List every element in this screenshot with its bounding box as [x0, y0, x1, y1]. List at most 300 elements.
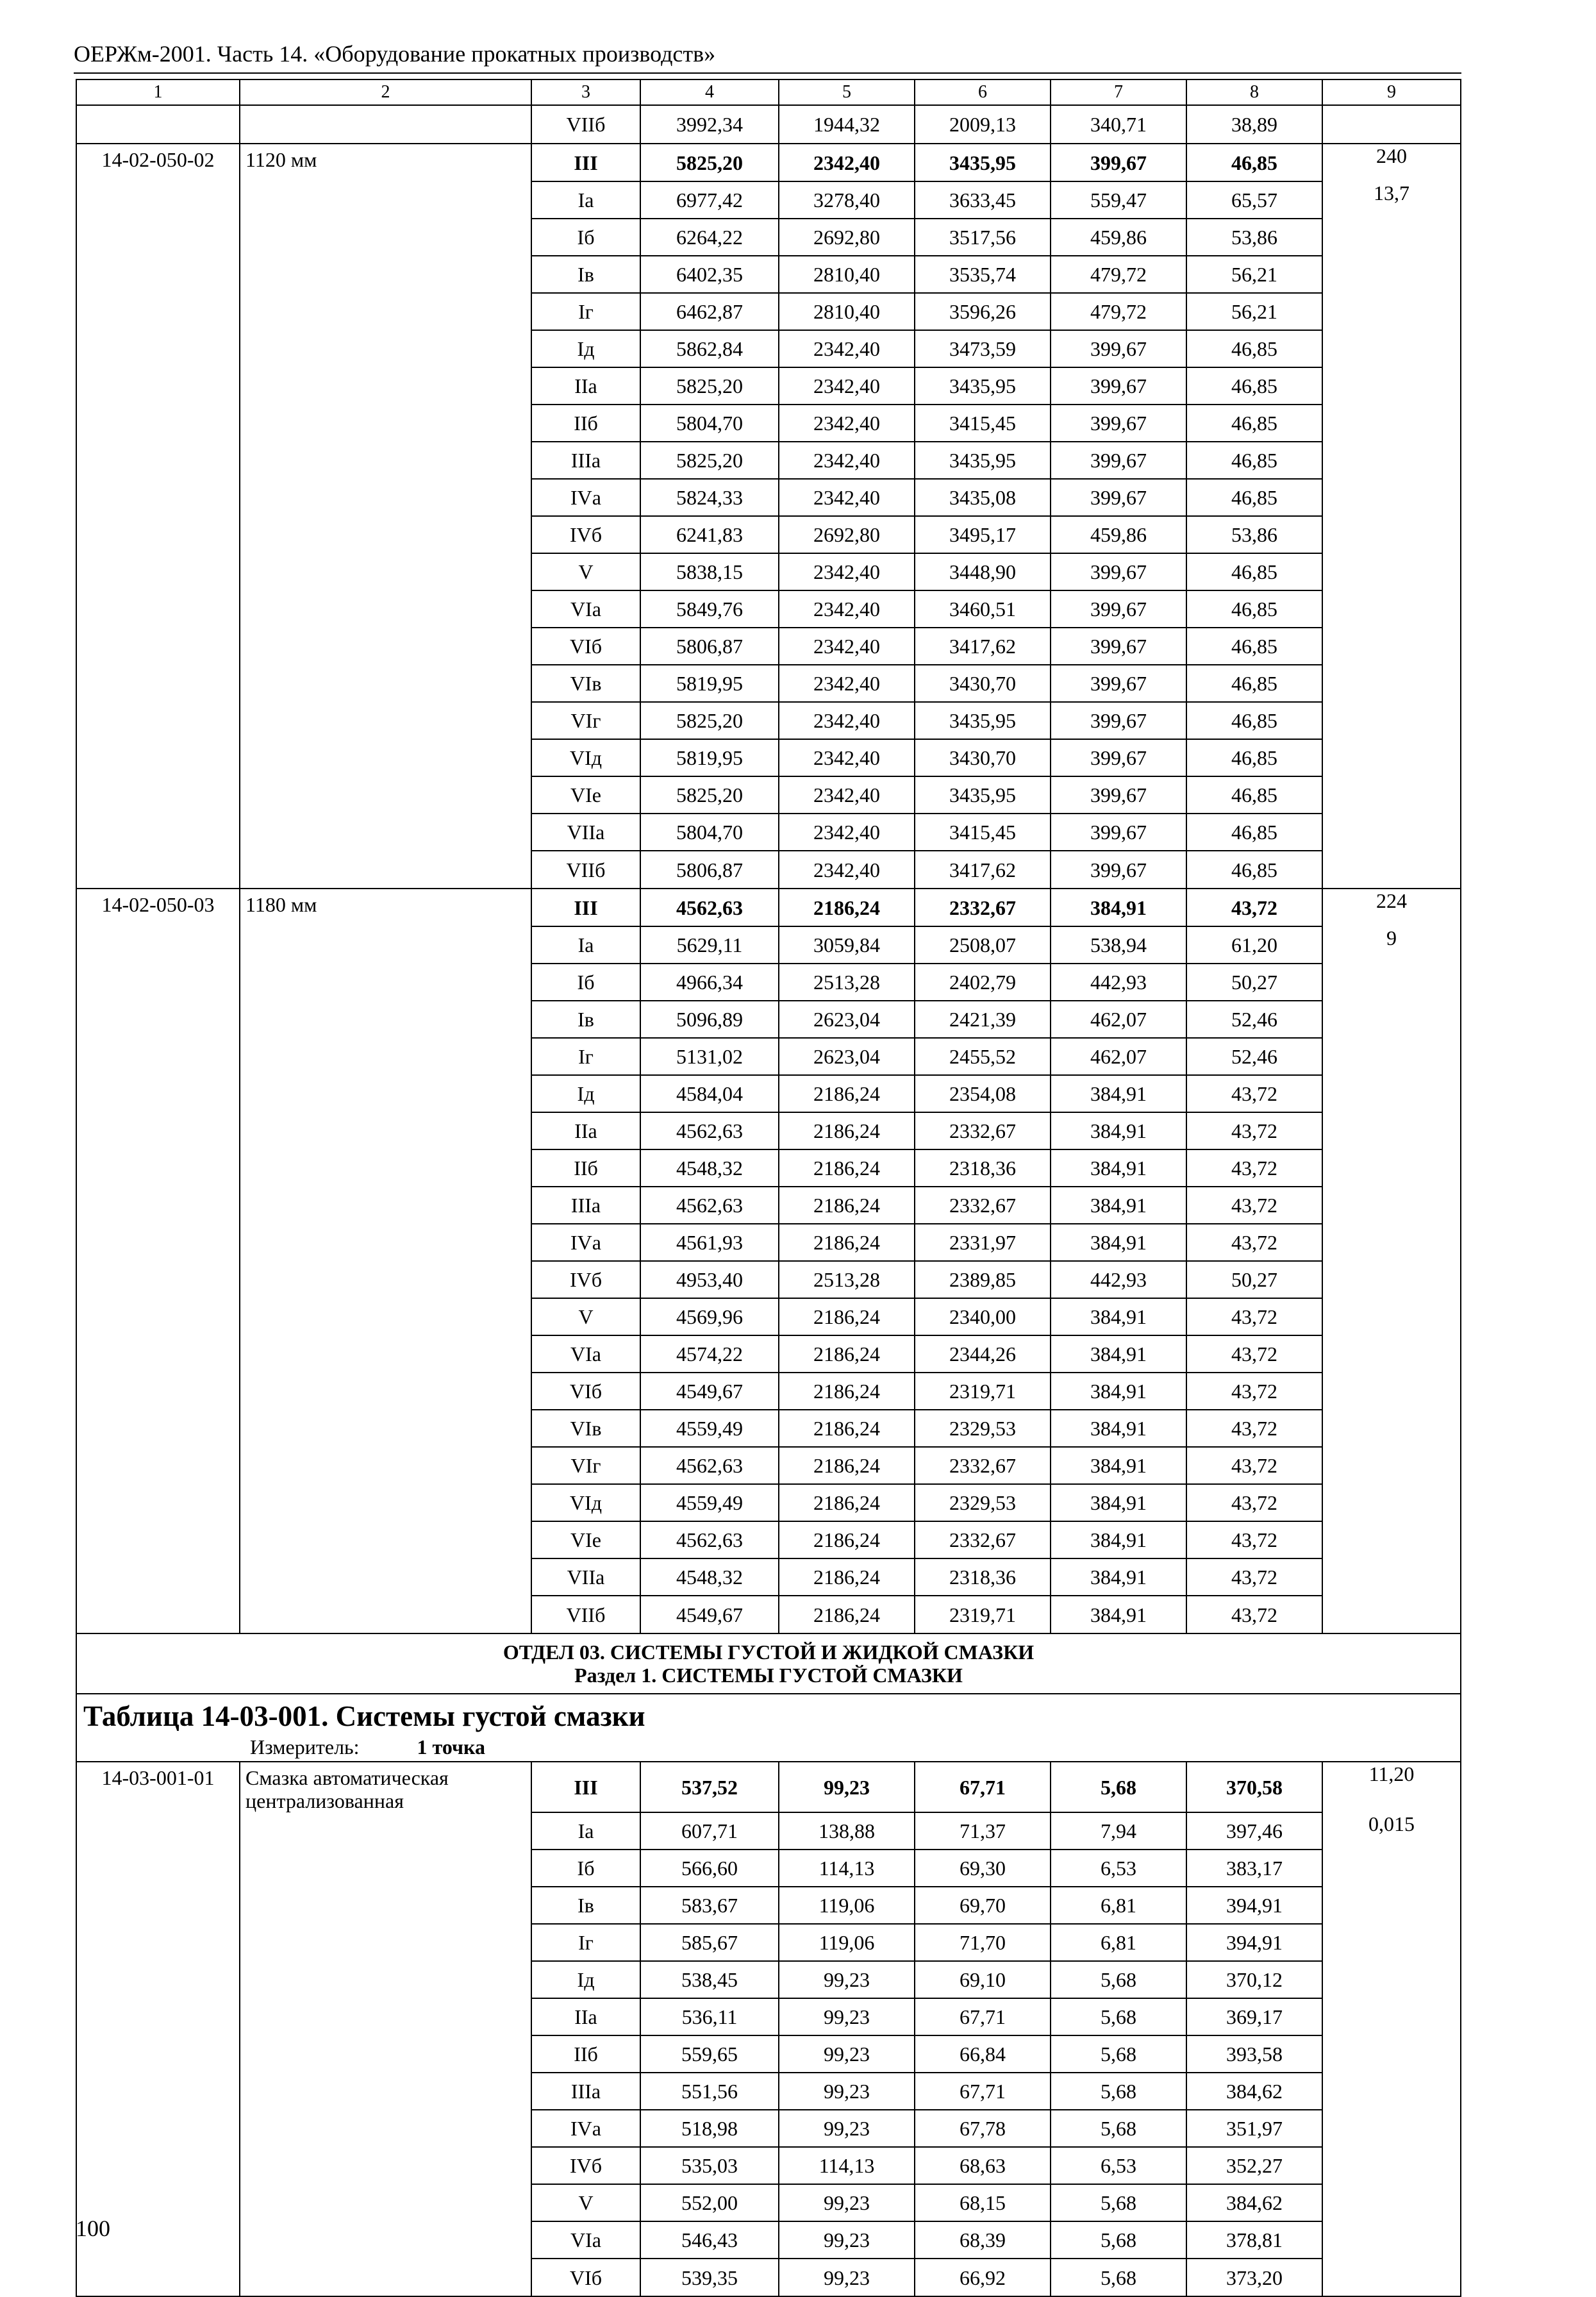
value-cell: 4562,63	[640, 1187, 779, 1224]
value-cell: 384,91	[1051, 1298, 1186, 1335]
name-cell	[240, 590, 531, 628]
group-cell: IIа	[531, 367, 640, 405]
subsection-title: Раздел 1. СИСТЕМЫ ГУСТОЙ СМАЗКИ	[574, 1664, 963, 1687]
value-cell: 2342,40	[779, 144, 915, 181]
group-cell: Iг	[531, 1924, 640, 1961]
value-cell: 384,91	[1051, 1112, 1186, 1149]
value-cell: 2186,24	[779, 1187, 915, 1224]
header-rule	[74, 72, 1461, 74]
col9-cell	[1322, 1998, 1461, 2035]
col9-cell	[1322, 776, 1461, 814]
code-cell	[76, 1410, 240, 1447]
group-cell: VIа	[531, 1335, 640, 1373]
value-cell: 399,67	[1051, 590, 1186, 628]
value-cell: 99,23	[779, 2073, 915, 2110]
value-cell: 2186,24	[779, 1075, 915, 1112]
table-row	[76, 2221, 1461, 2259]
value-cell: 3435,08	[915, 479, 1051, 516]
value-cell: 2623,04	[779, 1001, 915, 1038]
value-cell: 46,85	[1186, 590, 1322, 628]
code-cell	[76, 516, 240, 553]
table-row	[76, 1762, 1461, 1812]
col9-cell	[1322, 1298, 1461, 1335]
col9-cell: 13,7	[1322, 181, 1461, 219]
code-cell	[76, 1521, 240, 1558]
value-cell: 559,47	[1051, 181, 1186, 219]
value-cell: 518,98	[640, 2110, 779, 2147]
col9-cell	[1322, 1484, 1461, 1521]
col9-cell	[1322, 1924, 1461, 1961]
table-row	[76, 1447, 1461, 1484]
value-cell: 3435,95	[915, 442, 1051, 479]
group-cell: IVа	[531, 1224, 640, 1261]
code-cell	[76, 2035, 240, 2073]
group-cell: III	[531, 889, 640, 926]
value-cell: 2342,40	[779, 739, 915, 776]
value-cell: 3278,40	[779, 181, 915, 219]
name-cell	[240, 553, 531, 590]
group-cell: VIIб	[531, 851, 640, 889]
group-cell: IIIа	[531, 1187, 640, 1224]
value-cell: 607,71	[640, 1812, 779, 1850]
group-cell: IVб	[531, 1261, 640, 1298]
value-cell: 442,93	[1051, 964, 1186, 1001]
col9-cell: 224	[1322, 889, 1461, 926]
value-cell: 5825,20	[640, 776, 779, 814]
value-cell: 99,23	[779, 2221, 915, 2259]
value-cell: 2186,24	[779, 1149, 915, 1187]
value-cell: 43,72	[1186, 1187, 1322, 1224]
value-cell: 3415,45	[915, 814, 1051, 851]
value-cell: 2508,07	[915, 926, 1051, 964]
name-cell	[240, 665, 531, 702]
value-cell: 53,86	[1186, 219, 1322, 256]
name-cell	[240, 2221, 531, 2259]
page-header: ОЕРЖм-2001. Часть 14. «Оборудование прокатных производств»	[74, 41, 716, 67]
col9-cell	[1322, 293, 1461, 330]
value-cell: 4584,04	[640, 1075, 779, 1112]
value-cell: 66,92	[915, 2259, 1051, 2296]
table-row	[76, 1373, 1461, 1410]
value-cell: 3435,95	[915, 144, 1051, 181]
value-cell: 384,91	[1051, 1596, 1186, 1633]
col9-cell	[1322, 330, 1461, 367]
code-cell	[76, 1850, 240, 1887]
col9-cell	[1322, 1001, 1461, 1038]
name-cell	[240, 1187, 531, 1224]
group-cell: VIб	[531, 628, 640, 665]
value-cell: 2389,85	[915, 1261, 1051, 1298]
value-cell: 5819,95	[640, 665, 779, 702]
value-cell: 43,72	[1186, 889, 1322, 926]
value-cell: 2455,52	[915, 1038, 1051, 1075]
value-cell: 399,67	[1051, 405, 1186, 442]
value-cell: 2342,40	[779, 479, 915, 516]
value-cell: 2342,40	[779, 553, 915, 590]
value-cell: 583,67	[640, 1887, 779, 1924]
value-cell: 394,91	[1186, 1887, 1322, 1924]
value-cell: 5,68	[1051, 2221, 1186, 2259]
name-cell	[240, 1373, 531, 1410]
column-number: 9	[1322, 79, 1461, 105]
value-cell: 383,17	[1186, 1850, 1322, 1887]
code-cell: 14-02-050-02	[76, 144, 240, 181]
name-cell	[240, 2184, 531, 2221]
table-row	[76, 1187, 1461, 1224]
value-cell: 2344,26	[915, 1335, 1051, 1373]
code-cell	[76, 1001, 240, 1038]
name-cell	[240, 1038, 531, 1075]
value-cell: 2342,40	[779, 776, 915, 814]
code-cell	[76, 2147, 240, 2184]
table-row	[76, 1558, 1461, 1596]
value-cell: 2332,67	[915, 1187, 1051, 1224]
name-cell	[240, 1887, 531, 1924]
group-cell: VIд	[531, 1484, 640, 1521]
table-row	[76, 2035, 1461, 2073]
value-cell: 3596,26	[915, 293, 1051, 330]
name-cell	[240, 442, 531, 479]
col9-cell	[1322, 739, 1461, 776]
value-cell: 384,91	[1051, 1149, 1186, 1187]
value-cell: 2692,80	[779, 219, 915, 256]
value-cell: 399,67	[1051, 739, 1186, 776]
value-cell: 4562,63	[640, 1521, 779, 1558]
value-cell: 535,03	[640, 2147, 779, 2184]
value-cell: 5825,20	[640, 442, 779, 479]
value-cell: 3448,90	[915, 553, 1051, 590]
table-row	[76, 702, 1461, 739]
value-cell: 52,46	[1186, 1001, 1322, 1038]
value-cell: 99,23	[779, 2035, 915, 2073]
value-cell: 462,07	[1051, 1038, 1186, 1075]
value-cell: 2692,80	[779, 516, 915, 553]
value-cell: 384,91	[1051, 1521, 1186, 1558]
group-cell: VIе	[531, 776, 640, 814]
value-cell: 2319,71	[915, 1373, 1051, 1410]
column-number: 3	[531, 79, 640, 105]
col9-cell	[1322, 1447, 1461, 1484]
value-cell: 43,72	[1186, 1447, 1322, 1484]
value-cell: 2354,08	[915, 1075, 1051, 1112]
group-cell: Iв	[531, 1887, 640, 1924]
group-cell: Iа	[531, 181, 640, 219]
group-cell: VIа	[531, 2221, 640, 2259]
col9-cell	[1322, 2184, 1461, 2221]
group-cell: V	[531, 2184, 640, 2221]
value-cell: 6241,83	[640, 516, 779, 553]
col9-cell	[1322, 1961, 1461, 1998]
col9-cell	[1322, 1887, 1461, 1924]
name-cell	[240, 628, 531, 665]
value-cell: 4548,32	[640, 1149, 779, 1187]
value-cell: 5824,33	[640, 479, 779, 516]
value-cell: 5806,87	[640, 851, 779, 889]
value-cell: 384,91	[1051, 1075, 1186, 1112]
group-cell: VIб	[531, 2259, 640, 2296]
name-cell	[240, 219, 531, 256]
table-row	[76, 2147, 1461, 2184]
group-cell: Iа	[531, 926, 640, 964]
table-row	[76, 367, 1461, 405]
col9-cell: 0,015	[1322, 1812, 1461, 1850]
value-cell: 6,53	[1051, 1850, 1186, 1887]
name-cell	[240, 1812, 531, 1850]
measure-line	[83, 1734, 1454, 1760]
value-cell: 46,85	[1186, 442, 1322, 479]
value-cell: 43,72	[1186, 1521, 1322, 1558]
name-cell	[240, 1298, 531, 1335]
code-cell	[76, 2259, 240, 2296]
value-cell: 2319,71	[915, 1596, 1051, 1633]
table-row	[76, 1335, 1461, 1373]
col9-cell	[1322, 516, 1461, 553]
value-cell: 5131,02	[640, 1038, 779, 1075]
code-cell	[76, 926, 240, 964]
name-cell	[240, 2110, 531, 2147]
value-cell: 3460,51	[915, 590, 1051, 628]
code-cell	[76, 1924, 240, 1961]
value-cell: 373,20	[1186, 2259, 1322, 2296]
group-cell: V	[531, 553, 640, 590]
code-cell	[76, 2110, 240, 2147]
value-cell: 4559,49	[640, 1484, 779, 1521]
value-cell: 114,13	[779, 1850, 915, 1887]
name-cell	[240, 181, 531, 219]
value-cell: 6402,35	[640, 256, 779, 293]
name-cell	[240, 964, 531, 1001]
value-cell: 2342,40	[779, 702, 915, 739]
name-cell	[240, 1447, 531, 1484]
value-cell: 384,91	[1051, 1558, 1186, 1596]
group-cell: IIIа	[531, 442, 640, 479]
value-cell: 2342,40	[779, 814, 915, 851]
name-cell	[240, 2073, 531, 2110]
group-cell: VIг	[531, 702, 640, 739]
value-cell: 2186,24	[779, 1224, 915, 1261]
value-cell: 56,21	[1186, 293, 1322, 330]
col9-cell	[1322, 2110, 1461, 2147]
table-row	[76, 442, 1461, 479]
value-cell: 2329,53	[915, 1410, 1051, 1447]
section-heading	[76, 1633, 1461, 1694]
value-cell: 6462,87	[640, 293, 779, 330]
value-cell: 3992,34	[640, 105, 779, 144]
value-cell: 340,71	[1051, 105, 1186, 144]
name-cell	[240, 739, 531, 776]
group-cell: VIе	[531, 1521, 640, 1558]
value-cell: 399,67	[1051, 851, 1186, 889]
table-row	[76, 889, 1461, 926]
value-cell: 67,71	[915, 1762, 1051, 1812]
group-cell: IVа	[531, 479, 640, 516]
value-cell: 46,85	[1186, 367, 1322, 405]
code-cell	[76, 1812, 240, 1850]
value-cell: 119,06	[779, 1924, 915, 1961]
table-row	[76, 219, 1461, 256]
group-cell: VIв	[531, 1410, 640, 1447]
group-cell: VIIа	[531, 1558, 640, 1596]
value-cell: 551,56	[640, 2073, 779, 2110]
value-cell: 68,39	[915, 2221, 1051, 2259]
col9-cell	[1322, 2221, 1461, 2259]
value-cell: 384,91	[1051, 1447, 1186, 1484]
name-cell	[240, 1001, 531, 1038]
code-cell	[76, 1112, 240, 1149]
value-cell: 46,85	[1186, 479, 1322, 516]
table-title-row	[76, 1694, 1461, 1762]
group-cell: VIб	[531, 1373, 640, 1410]
table-row	[76, 553, 1461, 590]
value-cell: 4561,93	[640, 1224, 779, 1261]
group-cell: IIа	[531, 1998, 640, 2035]
value-cell: 43,72	[1186, 1558, 1322, 1596]
value-cell: 479,72	[1051, 293, 1186, 330]
value-cell: 46,85	[1186, 665, 1322, 702]
value-cell: 69,30	[915, 1850, 1051, 1887]
value-cell: 66,84	[915, 2035, 1051, 2073]
col9-cell	[1322, 1596, 1461, 1633]
value-cell: 43,72	[1186, 1112, 1322, 1149]
value-cell: 114,13	[779, 2147, 915, 2184]
col9-cell	[1322, 2073, 1461, 2110]
col9-cell	[1322, 590, 1461, 628]
value-cell: 4549,67	[640, 1373, 779, 1410]
value-cell: 5849,76	[640, 590, 779, 628]
value-cell: 5,68	[1051, 1998, 1186, 2035]
value-cell: 1944,32	[779, 105, 915, 144]
code-cell	[76, 1484, 240, 1521]
value-cell: 2186,24	[779, 1410, 915, 1447]
value-cell: 552,00	[640, 2184, 779, 2221]
table-row	[76, 1149, 1461, 1187]
value-cell: 4548,32	[640, 1558, 779, 1596]
group-cell: Iб	[531, 964, 640, 1001]
value-cell: 2186,24	[779, 1298, 915, 1335]
col9-cell	[1322, 2259, 1461, 2296]
name-cell	[240, 293, 531, 330]
value-cell: 4966,34	[640, 964, 779, 1001]
group-cell: VIа	[531, 590, 640, 628]
group-cell: Iд	[531, 330, 640, 367]
value-cell: 52,46	[1186, 1038, 1322, 1075]
col9-cell	[1322, 702, 1461, 739]
code-cell	[76, 702, 240, 739]
value-cell: 538,94	[1051, 926, 1186, 964]
value-cell: 2318,36	[915, 1149, 1051, 1187]
col9-cell	[1322, 2147, 1461, 2184]
table-row	[76, 628, 1461, 665]
value-cell: 3435,95	[915, 702, 1051, 739]
code-cell	[76, 851, 240, 889]
table-row	[76, 1038, 1461, 1075]
name-cell: Смазка автоматическая централизованная	[240, 1762, 531, 1812]
value-cell: 2340,00	[915, 1298, 1051, 1335]
col9-cell	[1322, 1149, 1461, 1187]
value-cell: 2810,40	[779, 256, 915, 293]
measure-value: 1 точка	[417, 1735, 485, 1758]
table-row	[76, 1850, 1461, 1887]
value-cell: 459,86	[1051, 516, 1186, 553]
name-cell	[240, 2035, 531, 2073]
code-cell	[76, 1038, 240, 1075]
value-cell: 5,68	[1051, 2110, 1186, 2147]
value-cell: 46,85	[1186, 851, 1322, 889]
value-cell: 546,43	[640, 2221, 779, 2259]
value-cell: 539,35	[640, 2259, 779, 2296]
value-cell: 5804,70	[640, 814, 779, 851]
name-cell	[240, 367, 531, 405]
value-cell: 3417,62	[915, 851, 1051, 889]
value-cell: 3435,95	[915, 367, 1051, 405]
code-cell	[76, 105, 240, 144]
value-cell: 2332,67	[915, 889, 1051, 926]
value-cell: 384,91	[1051, 1224, 1186, 1261]
value-cell: 4549,67	[640, 1596, 779, 1633]
table-row	[76, 405, 1461, 442]
code-cell	[76, 1998, 240, 2035]
col9-cell	[1322, 1112, 1461, 1149]
code-cell: 14-03-001-01	[76, 1762, 240, 1812]
code-cell	[76, 1149, 240, 1187]
group-cell: Iв	[531, 1001, 640, 1038]
value-cell: 537,52	[640, 1762, 779, 1812]
table-row	[76, 851, 1461, 889]
value-cell: 2318,36	[915, 1558, 1051, 1596]
table-row	[76, 1224, 1461, 1261]
value-cell: 384,91	[1051, 889, 1186, 926]
table-row	[76, 516, 1461, 553]
value-cell: 2332,67	[915, 1447, 1051, 1484]
table-row	[76, 1075, 1461, 1112]
value-cell: 5804,70	[640, 405, 779, 442]
col9-cell	[1322, 1410, 1461, 1447]
code-cell	[76, 1447, 240, 1484]
value-cell: 43,72	[1186, 1596, 1322, 1633]
table-row	[76, 1112, 1461, 1149]
name-cell	[240, 814, 531, 851]
value-cell: 3495,17	[915, 516, 1051, 553]
code-cell	[76, 181, 240, 219]
table-title-block	[76, 1694, 1461, 1762]
value-cell: 46,85	[1186, 405, 1322, 442]
code-cell	[76, 293, 240, 330]
code-cell	[76, 1558, 240, 1596]
value-cell: 68,63	[915, 2147, 1051, 2184]
value-cell: 5838,15	[640, 553, 779, 590]
group-cell: VIIа	[531, 814, 640, 851]
name-cell	[240, 926, 531, 964]
value-cell: 6,81	[1051, 1887, 1186, 1924]
col9-cell	[1322, 628, 1461, 665]
group-cell: Iг	[531, 1038, 640, 1075]
value-cell: 5862,84	[640, 330, 779, 367]
value-cell: 67,71	[915, 2073, 1051, 2110]
page-number: 100	[76, 2216, 110, 2241]
value-cell: 4574,22	[640, 1335, 779, 1373]
name-cell	[240, 1558, 531, 1596]
name-cell: 1180 мм	[240, 889, 531, 926]
value-cell: 2332,67	[915, 1521, 1051, 1558]
name-cell	[240, 1850, 531, 1887]
value-cell: 43,72	[1186, 1224, 1322, 1261]
col9-cell	[1322, 1187, 1461, 1224]
code-cell	[76, 1075, 240, 1112]
name-cell	[240, 1075, 531, 1112]
table-row	[76, 2110, 1461, 2147]
col9-cell	[1322, 405, 1461, 442]
value-cell: 99,23	[779, 2110, 915, 2147]
